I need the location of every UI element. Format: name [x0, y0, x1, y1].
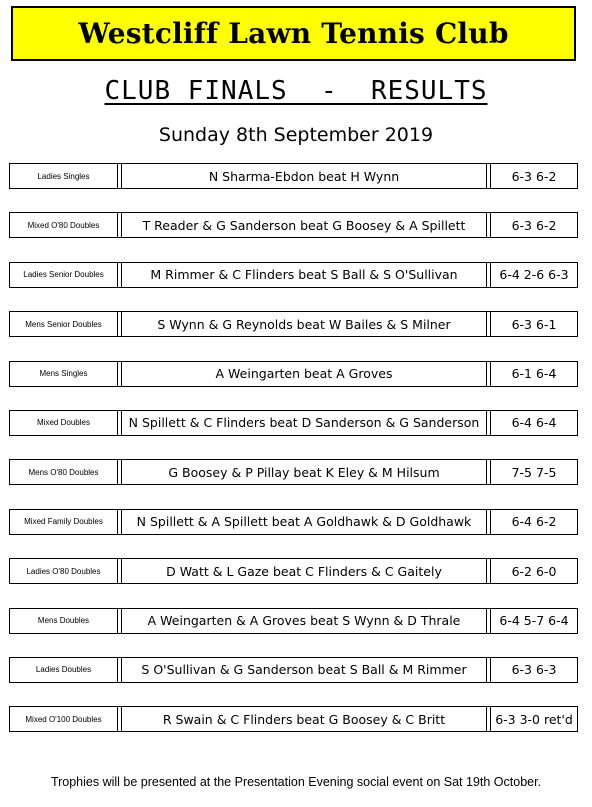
match-result: D Watt & L Gaze beat C Flinders & C Gaitely: [122, 559, 487, 583]
match-result: S Wynn & G Reynolds beat W Bailes & S Milner: [122, 312, 487, 336]
event-name: Ladies O'80 Doubles: [10, 559, 118, 583]
match-result: S O'Sullivan & G Sanderson beat S Ball & M Rimmer: [122, 658, 487, 682]
event-name: Mens O'80 Doubles: [10, 460, 118, 484]
match-score: 6-3 6-1: [511, 316, 557, 332]
result-row: [9, 657, 578, 683]
footer-note: Trophies will be presented at the Presentation Evening social event on Sat 19th October.: [50, 775, 542, 789]
match-result: R Swain & C Flinders beat G Boosey & C Britt: [122, 707, 487, 731]
result-row: [9, 311, 578, 337]
match-score: 7-5 7-5: [511, 464, 557, 480]
match-score: 6-2 6-0: [511, 563, 557, 579]
result-row: [9, 706, 578, 732]
match-result: T Reader & G Sanderson beat G Boosey & A Spillett: [122, 213, 487, 237]
match-result: N Sharma-Ebdon beat H Wynn: [122, 164, 487, 188]
match-result: N Spillett & C Flinders beat D Sanderson & G Sanderson: [122, 411, 487, 435]
subtitle-text: CLUB FINALS - RESULTS: [104, 76, 488, 106]
result-row: [9, 361, 578, 387]
event-name: Ladies Doubles: [10, 658, 118, 682]
event-name: Mixed Family Doubles: [10, 510, 118, 534]
event-name: Ladies Senior Doubles: [10, 263, 118, 287]
result-row: [9, 163, 578, 189]
match-score: 6-4 6-4: [511, 415, 557, 431]
match-score: 6-4 5-7 6-4: [499, 613, 569, 629]
match-score: 6-4 2-6 6-3: [499, 267, 569, 283]
match-result: G Boosey & P Pillay beat K Eley & M Hilsum: [122, 460, 487, 484]
result-row: [9, 212, 578, 238]
event-name: Mens Doubles: [10, 609, 118, 633]
event-name: Mens Singles: [10, 362, 118, 386]
event-name: Ladies Singles: [10, 164, 118, 188]
result-row: [9, 608, 578, 634]
match-score: 6-3 6-2: [511, 168, 557, 184]
match-result: M Rimmer & C Flinders beat S Ball & S O'Sullivan: [122, 263, 487, 287]
results-list: [9, 163, 578, 756]
result-row: [9, 262, 578, 288]
result-row: [9, 459, 578, 485]
match-result: N Spillett & A Spillett beat A Goldhawk & D Goldhawk: [122, 510, 487, 534]
event-name: Mens Senior Doubles: [10, 312, 118, 336]
page-subtitle: [0, 76, 592, 106]
match-score: 6-4 6-2: [511, 514, 557, 530]
event-name: Mixed Doubles: [10, 411, 118, 435]
club-banner: [11, 6, 576, 61]
event-date: Sunday 8th September 2019: [158, 124, 434, 146]
match-score: 6-1 6-4: [511, 366, 557, 382]
event-name: Mixed O'100 Doubles: [10, 707, 118, 731]
result-row: [9, 410, 578, 436]
match-score: 6-3 3-0 ret'd: [495, 711, 573, 727]
match-score: 6-3 6-3: [511, 662, 557, 678]
event-name: Mixed O'80 Doubles: [10, 213, 118, 237]
match-result: A Weingarten & A Groves beat S Wynn & D Thrale: [122, 609, 487, 633]
club-name: Westcliff Lawn Tennis Club: [78, 17, 509, 50]
result-row: [9, 509, 578, 535]
result-row: [9, 558, 578, 584]
match-result: A Weingarten beat A Groves: [122, 362, 487, 386]
match-score: 6-3 6-2: [511, 217, 557, 233]
